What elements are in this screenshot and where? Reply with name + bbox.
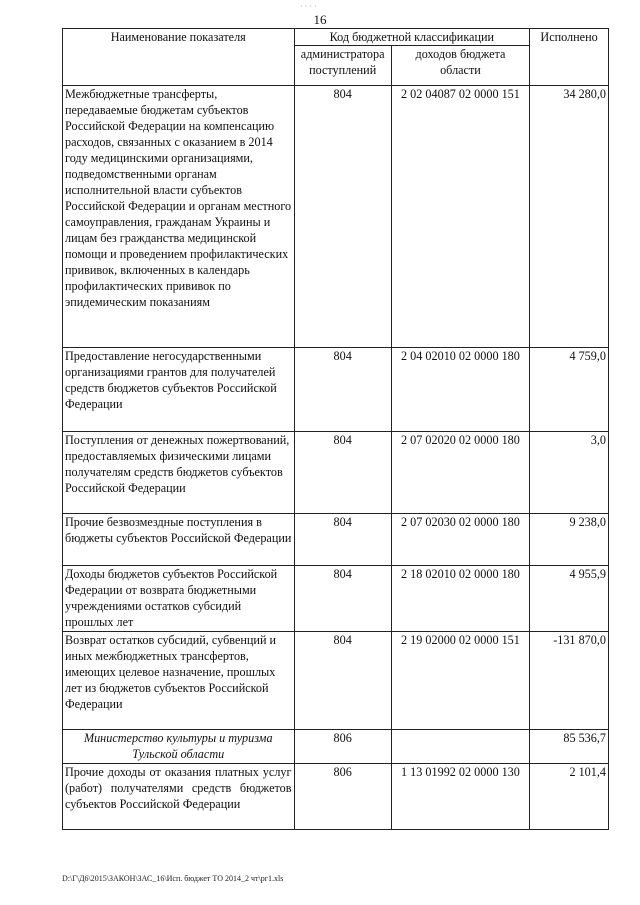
table-row [63, 632, 609, 730]
row-executed: 9 238,0 [530, 514, 609, 566]
file-path-footer: D:\Г\Д6\2015\ЗАКОН\ЗАС_16\Исп. бюджет ТО 2014_2 чт\рг1.xls [62, 874, 284, 883]
row-income-code: 2 02 04087 02 0000 151 [391, 86, 529, 348]
table-row [63, 566, 609, 632]
row-executed: 34 280,0 [530, 86, 609, 348]
header-admin: администратора поступлений [294, 46, 391, 86]
row-admin-code: 806 [294, 764, 391, 830]
table-row-ministry [63, 730, 609, 764]
row-name: Прочие доходы от оказания платных услуг (работ) получателями средств бюджетов субъектов Российской Федерации [63, 764, 295, 830]
row-name: Поступления от денежных пожертвований, предоставляемых физическими лицами получателям средств бюджетов субъектов Российской Федерации [63, 432, 295, 514]
row-name: Прочие безвозмездные поступления в бюджеты субъектов Российской Федерации [63, 514, 295, 566]
scan-artifact-dots: · · · · [300, 2, 317, 11]
row-executed: 4 955,9 [530, 566, 609, 632]
row-executed: 85 536,7 [530, 730, 609, 764]
header-executed: Исполнено [530, 29, 609, 86]
ministry-name: Министерство культуры и туризма Тульской области [63, 730, 295, 764]
budget-table [62, 28, 609, 830]
row-name: Межбюджетные трансферты, передаваемые бюджетам субъектов Российской Федерации на компенсацию расходов, связанных с оказанием в 2014 году медицинскими организациями, подведомственными органам исполнительной власти субъектов Российской Федерации и органам местного самоуправления, гражданам Украины и лицам без гражданства медицинской помощи и проведением профилактических прививок, включенных в календарь профилактических прививок по эпидемическим показаниям [63, 86, 295, 348]
table-row [63, 432, 609, 514]
row-name: Доходы бюджетов субъектов Российской Федерации от возврата бюджетными учреждениями остатков субсидий прошлых лет [63, 566, 295, 632]
row-admin-code: 804 [294, 348, 391, 432]
row-income-code: 1 13 01992 02 0000 130 [391, 764, 529, 830]
row-income-code: 2 07 02020 02 0000 180 [391, 432, 529, 514]
row-executed: 3,0 [530, 432, 609, 514]
row-executed: -131 870,0 [530, 632, 609, 730]
row-income-code: 2 04 02010 02 0000 180 [391, 348, 529, 432]
row-executed: 4 759,0 [530, 348, 609, 432]
row-name: Предоставление негосударственными организациями грантов для получателей средств бюджетов субъектов Российской Федерации [63, 348, 295, 432]
row-admin-code: 804 [294, 432, 391, 514]
page-number: 16 [313, 12, 327, 27]
header-code-group: Код бюджетной классификации [294, 29, 530, 46]
table-row [63, 348, 609, 432]
table-row [63, 86, 609, 348]
header-income: доходов бюджета области [391, 46, 529, 86]
table-row [63, 514, 609, 566]
row-name: Возврат остатков субсидий, субвенций и иных межбюджетных трансфертов, имеющих целевое назначение, прошлых лет из бюджетов субъектов Российской Федерации [63, 632, 295, 730]
row-admin-code: 804 [294, 632, 391, 730]
row-income-code: 2 19 02000 02 0000 151 [391, 632, 529, 730]
row-admin-code: 804 [294, 566, 391, 632]
row-income-code [391, 730, 529, 764]
row-admin-code: 804 [294, 514, 391, 566]
row-income-code: 2 18 02010 02 0000 180 [391, 566, 529, 632]
row-income-code: 2 07 02030 02 0000 180 [391, 514, 529, 566]
row-admin-code: 804 [294, 86, 391, 348]
row-executed: 2 101,4 [530, 764, 609, 830]
header-name: Наименование показателя [63, 29, 295, 86]
row-admin-code: 806 [294, 730, 391, 764]
table-row [63, 764, 609, 830]
